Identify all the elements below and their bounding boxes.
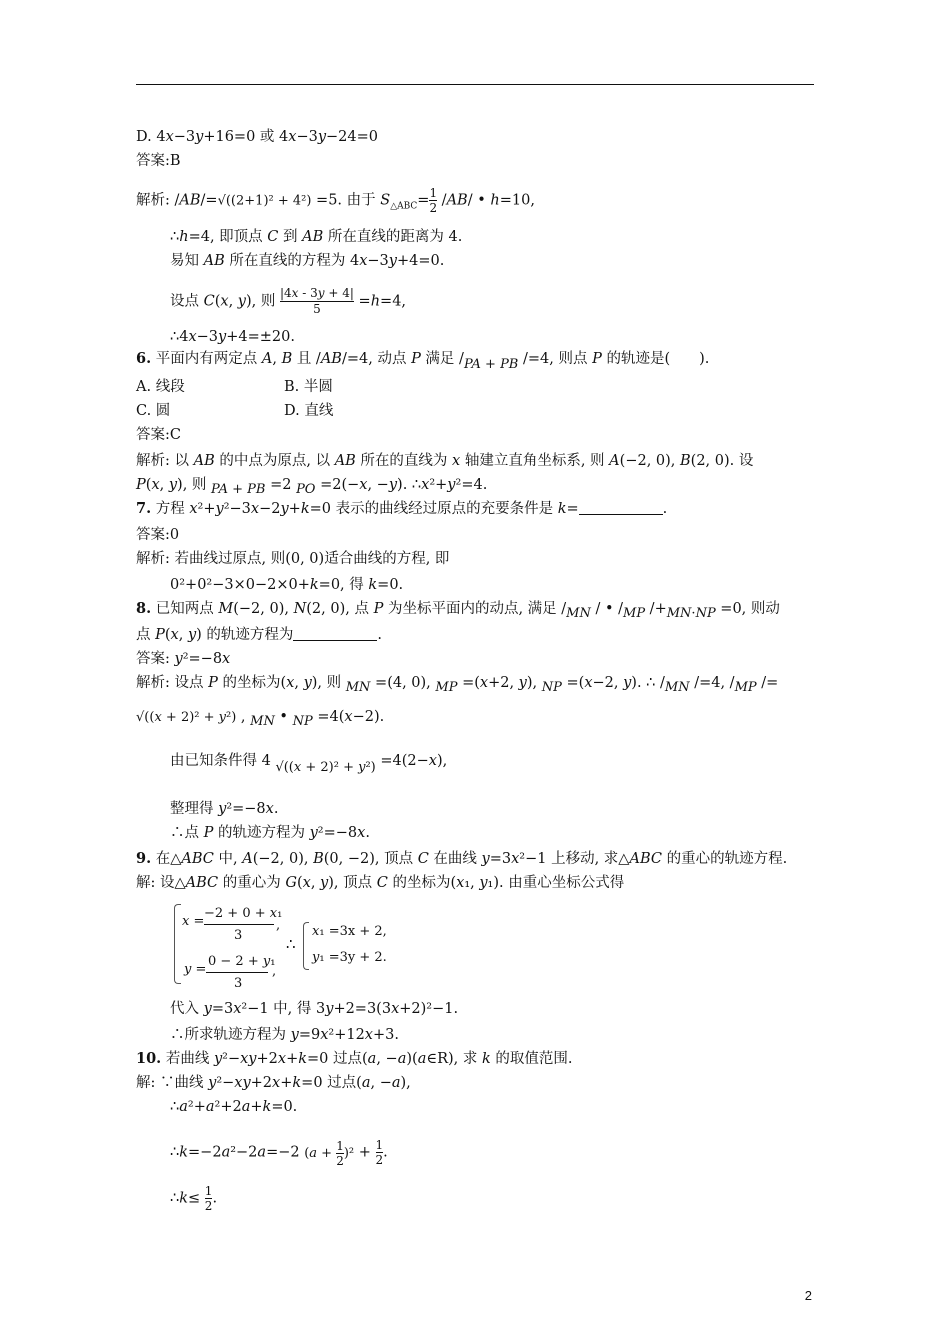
solution-10-line3: ∴k=−2a²−2a=−2 (a + $\frac{1}{2}$ )² + $\frac{1}{2}$ . — [170, 1138, 388, 1168]
analysis-7-line2: 0²+0²−3×0−2×0+k=0, 得 k=0. — [170, 577, 404, 593]
option-d: D. 4x−3y+16=0 或 4x−3y−24=0 — [136, 129, 378, 145]
analysis-6-line1: 解析: 以 AB 的中点为原点, 以 AB 所在的直线为 x 轴建立直角坐标系, 则 A(−2, 0), B(2, 0). 设 — [136, 453, 754, 469]
analysis-6-line2: P(x, y), 则 PA + PB =2 PO =2(−x, −y). ∴x²+y²=4. — [136, 477, 488, 497]
answer-blank-8 — [293, 626, 377, 641]
question-6: 6. 平面内有两定点 A, B 且 /AB/=4, 动点 P 满足 /PA + PB /=4, 则点 P 的轨迹是( ). — [136, 350, 710, 372]
system-brace-left — [174, 904, 181, 984]
option-6a: A. 线段 — [136, 379, 185, 395]
system-x-equation: x = — [182, 914, 205, 929]
page-number: 2 — [804, 1288, 812, 1303]
answer-8: 答案: y²=−8x — [136, 651, 231, 667]
analysis-5-line4: 设点 C(x, y), 则 $\frac{|4x - 3y + 4|}{5}$ =h=4, — [170, 286, 407, 316]
analysis-8-line2: √((x + 2)² + y²) , MN • NP =4(x−2). — [136, 709, 385, 729]
therefore-symbol: ∴ — [286, 935, 296, 953]
solution-10-line2: ∴a²+a²+2a+k=0. — [170, 1099, 298, 1115]
analysis-8-line4: 整理得 y²=−8x. — [170, 801, 279, 817]
analysis-5-line2: ∴h=4, 即顶点 C 到 AB 所在直线的距离为 4. — [170, 229, 463, 245]
question-8-line1: 8. 已知两点 M(−2, 0), N(2, 0), 点 P 为坐标平面内的动点, 满足 /MN / • /MP /+MN·NP =0, 则动 — [136, 600, 780, 621]
question-9: 9. 在△ABC 中, A(−2, 0), B(0, −2), 顶点 C 在曲线 y=3x²−1 上移动, 求△ABC 的重心的轨迹方程. — [136, 850, 788, 867]
analysis-8-line5: ∴点 P 的轨迹方程为 y²=−8x. — [170, 825, 370, 841]
system-y-numerator: 0 − 2 + y₁ — [208, 954, 276, 969]
system-y-bar — [206, 972, 268, 973]
header-rule — [136, 84, 814, 85]
solution-9-line2: 代入 y=3x²−1 中, 得 3y+2=3(3x+2)²−1. — [170, 1001, 459, 1017]
answer-blank-7 — [579, 500, 663, 515]
option-6d: D. 直线 — [284, 403, 334, 419]
system-y-denominator: 3 — [234, 976, 243, 991]
answer-5: 答案:B — [136, 153, 181, 169]
analysis-8-line1: 解析: 设点 P 的坐标为(x, y), 则 MN =(4, 0), MP =(x+2, y), NP =(x−2, y). ∴ /MN /=4, /MP /= — [136, 675, 779, 695]
option-6c: C. 圆 — [136, 403, 171, 419]
option-6b: B. 半圆 — [284, 379, 333, 395]
question-8-line2: 点 P(x, y) 的轨迹方程为 . — [136, 627, 383, 643]
system-brace-right — [303, 922, 309, 970]
question-10: 10. 若曲线 y²−xy+2x+k=0 过点(a, −a)(a∈R), 求 k 的取值范围. — [136, 1050, 573, 1067]
system-comma-2: , — [272, 964, 277, 979]
analysis-7-line1: 解析: 若曲线过原点, 则(0, 0)适合曲线的方程, 即 — [136, 551, 450, 567]
solution-9-line1: 解: 设△ABC 的重心为 G(x, y), 顶点 C 的坐标为(x₁, y₁). 由重心坐标公式得 — [136, 875, 625, 891]
solution-10-line1: 解: ∵曲线 y²−xy+2x+k=0 过点(a, −a), — [136, 1075, 411, 1091]
solution-9-line3: ∴所求轨迹方程为 y=9x²+12x+3. — [170, 1027, 399, 1043]
analysis-5-line3: 易知 AB 所在直线的方程为 4x−3y+4=0. — [170, 253, 445, 269]
result-y1: y₁ =3y + 2. — [312, 950, 387, 965]
system-comma-1: , — [276, 918, 281, 933]
answer-6: 答案:C — [136, 427, 181, 443]
system-x-denominator: 3 — [234, 928, 243, 943]
result-x1: x₁ =3x + 2, — [312, 924, 387, 939]
analysis-5-line5: ∴4x−3y+4=±20. — [170, 329, 295, 345]
solution-10-line4: ∴k≤ $\frac{1}{2}$ . — [170, 1184, 218, 1213]
system-y-equation: y = — [184, 962, 207, 977]
analysis-8-line3: 由已知条件得 4 √((x + 2)² + y²) =4(2−x), — [170, 753, 448, 775]
system-x-numerator: −2 + 0 + x₁ — [204, 906, 283, 921]
system-x-bar — [204, 924, 274, 925]
answer-7: 答案:0 — [136, 527, 180, 543]
question-7: 7. 方程 x²+y²−3x−2y+k=0 表示的曲线经过原点的充要条件是 k= . — [136, 500, 668, 517]
analysis-5-line1: 解析: /AB/=√((2+1)² + 4²) =5. 由于 $S_{\triangle ABC}=$ $\frac{1}{2}$ /AB/ • h=10, — [136, 186, 535, 215]
